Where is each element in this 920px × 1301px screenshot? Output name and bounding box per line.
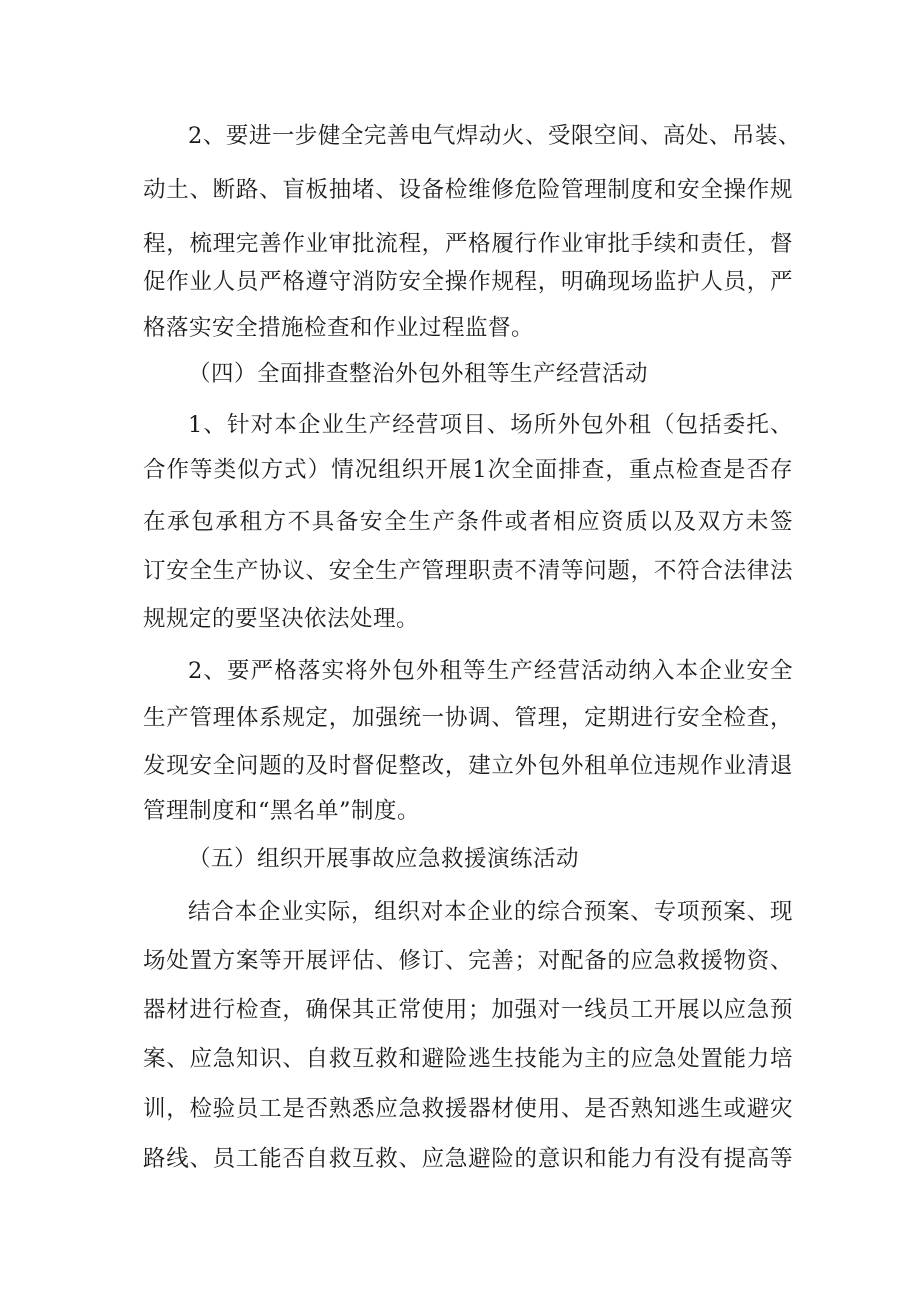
- paragraph-line: 动土、断路、盲板抽堵、设备检维修危险管理制度和安全操作规: [143, 177, 793, 203]
- paragraph-line: 1、针对本企业生产经营项目、场所外包外租（包括委托、: [188, 412, 793, 438]
- paragraph-line: 合作等类似方式）情况组织开展1次全面排查，重点检查是否存: [143, 457, 793, 483]
- paragraph-line: 促作业人员严格遵守消防安全操作规程，明确现场监护人员，严: [143, 269, 793, 295]
- paragraph-line: 发现安全问题的及时督促整改，建立外包外租单位违规作业清退: [143, 753, 793, 779]
- paragraph-line: 在承包承租方不具备安全生产条件或者相应资质以及双方未签: [143, 509, 793, 535]
- paragraph-line: 规规定的要坚决依法处理。: [143, 606, 420, 632]
- section-heading-4: （四）全面排查整治外包外租等生产经营活动: [188, 361, 649, 387]
- paragraph-line: 场处置方案等开展评估、修订、完善；对配备的应急救援物资、: [143, 948, 793, 974]
- paragraph-line: 订安全生产协议、安全生产管理职责不清等问题，不符合法律法: [143, 558, 793, 584]
- paragraph-line: 格落实安全措施检查和作业过程监督。: [143, 315, 535, 341]
- paragraph-line: 2、要严格落实将外包外租等生产经营活动纳入本企业安全: [188, 658, 793, 684]
- paragraph-line: 程，梳理完善作业审批流程，严格履行作业审批手续和责任，督: [143, 231, 793, 257]
- section-heading-5: （五）组织开展事故应急救援演练活动: [188, 846, 580, 872]
- paragraph-line: 案、应急知识、自救互救和避险逃生技能为主的应急处置能力培: [143, 1046, 793, 1072]
- paragraph-line: 2、要进一步健全完善电气焊动火、受限空间、高处、吊装、: [188, 123, 801, 149]
- paragraph-line: 训，检验员工是否熟悉应急救援器材使用、是否熟知逃生或避灾: [143, 1096, 793, 1122]
- paragraph-line: 路线、员工能否自救互救、应急避险的意识和能力有没有提高等: [143, 1146, 793, 1172]
- paragraph-line: 管理制度和“黑名单”制度。: [143, 798, 421, 824]
- paragraph-line: 结合本企业实际，组织对本企业的综合预案、专项预案、现: [188, 899, 793, 925]
- paragraph-line: 生产管理体系规定，加强统一协调、管理，定期进行安全检查，: [143, 705, 793, 731]
- paragraph-line: 器材进行检查，确保其正常使用；加强对一线员工开展以应急预: [143, 997, 793, 1023]
